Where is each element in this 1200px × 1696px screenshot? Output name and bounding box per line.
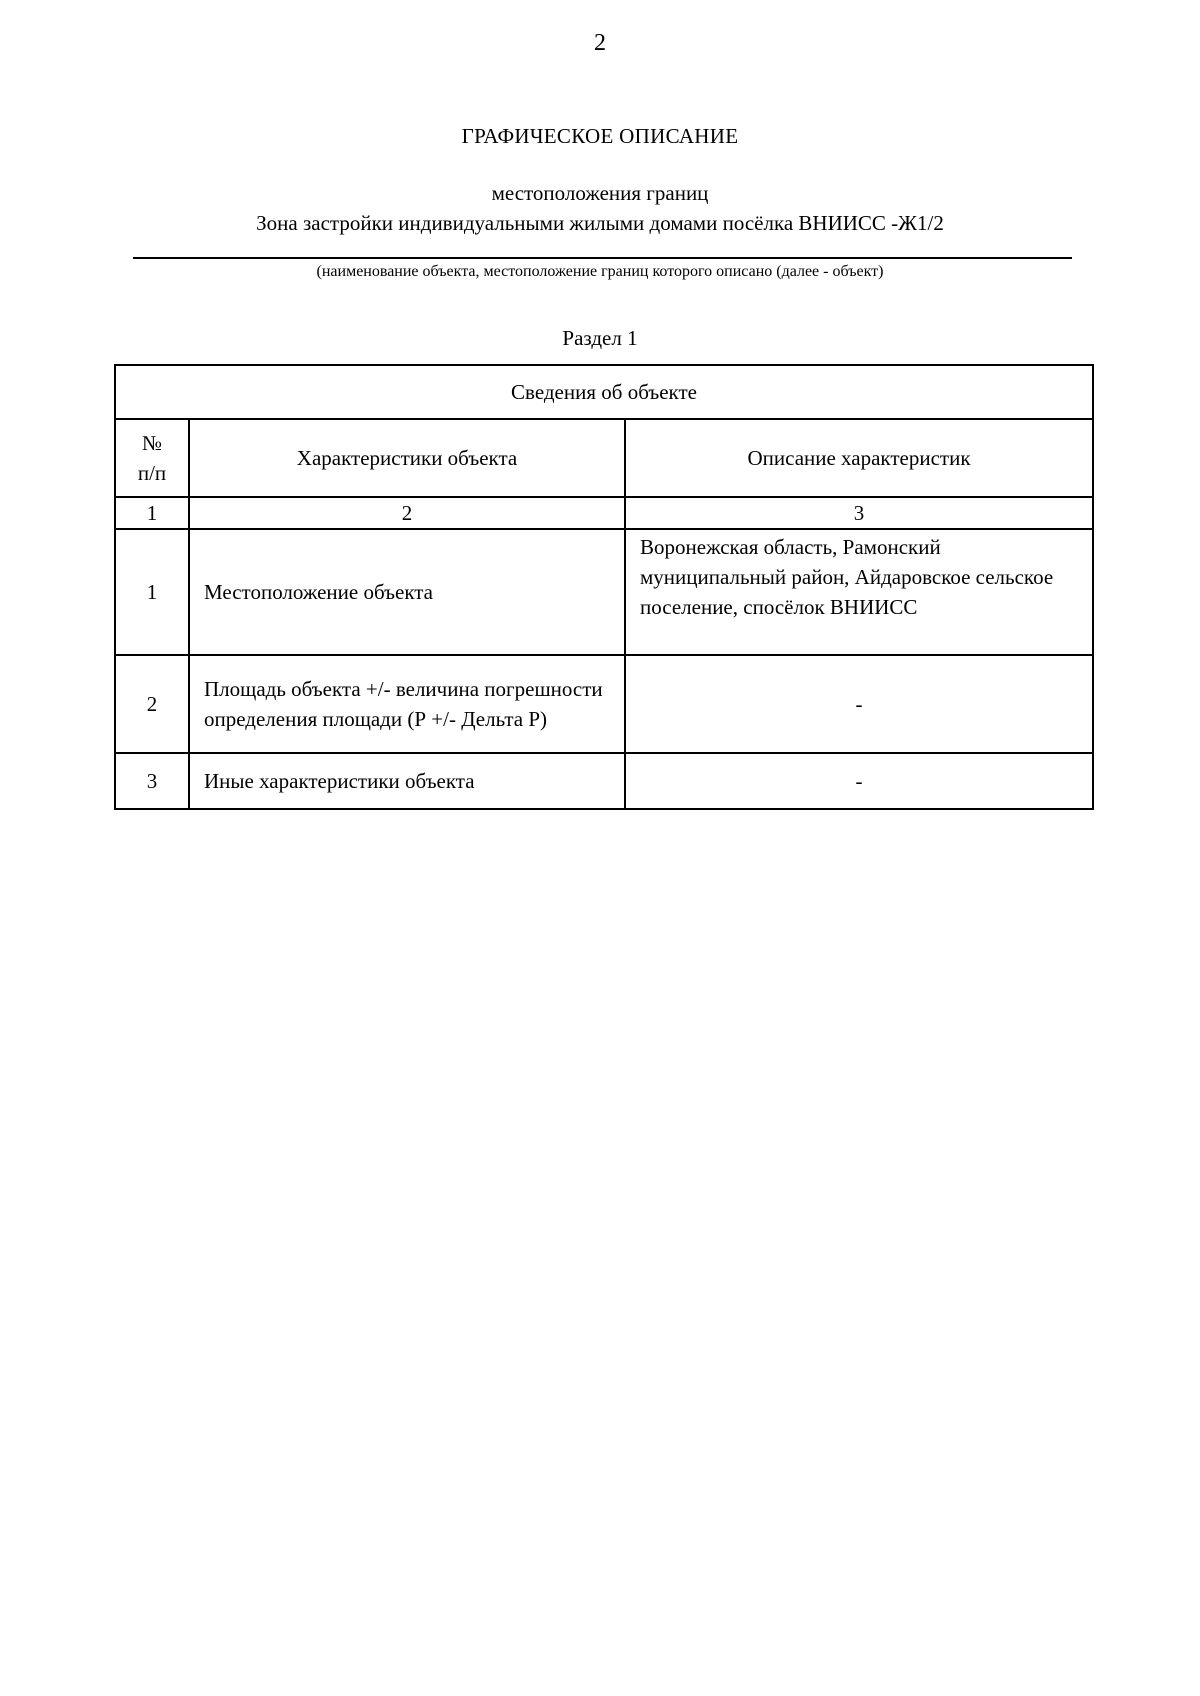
table-header-row — [115, 419, 1093, 497]
row-number: 2 — [115, 655, 189, 753]
underline-rule — [133, 257, 1072, 259]
document-subtitle: местоположения границ — [491, 181, 709, 205]
row-characteristic: Иные характеристики объекта — [189, 753, 625, 809]
column-numbers-row — [115, 497, 1093, 529]
document-title: ГРАФИЧЕСКОЕ ОПИСАНИЕ — [461, 124, 739, 148]
object-name: Зона застройки индивидуальными жилыми домами посёлка ВНИИСС -Ж1/2 — [256, 211, 944, 235]
section-label: Раздел 1 — [562, 326, 638, 350]
row-number: 1 — [115, 529, 189, 655]
header-number-line1: № — [141, 431, 163, 455]
table-caption-row — [115, 365, 1093, 419]
table-caption: Сведения об объекте — [115, 365, 1093, 419]
header-description: Описание характеристик — [625, 419, 1093, 497]
object-name-caption: (наименование объекта, местоположение границ которого описано (далее - объект) — [316, 263, 884, 280]
page-number: 2 — [594, 30, 606, 56]
row-characteristic: Площадь объекта +/- величина погрешности определения площади (Р +/- Дельта Р) — [189, 655, 625, 753]
column-number: 3 — [625, 497, 1093, 529]
table-row — [115, 655, 1093, 753]
row-description: - — [625, 753, 1093, 809]
object-info-table — [114, 364, 1094, 810]
column-number: 1 — [115, 497, 189, 529]
table-row — [115, 529, 1093, 655]
header-number-line2: п/п — [137, 461, 167, 485]
row-number: 3 — [115, 753, 189, 809]
header-characteristic: Характеристики объекта — [189, 419, 625, 497]
row-description: - — [625, 655, 1093, 753]
table-row — [115, 753, 1093, 809]
column-number: 2 — [189, 497, 625, 529]
row-characteristic: Местоположение объекта — [189, 529, 625, 655]
row-description: Воронежская область, Рамонский муниципальный район, Айдаровское сельское поселение, спосёлок ВНИИСС — [625, 529, 1093, 655]
header-number — [115, 419, 189, 497]
